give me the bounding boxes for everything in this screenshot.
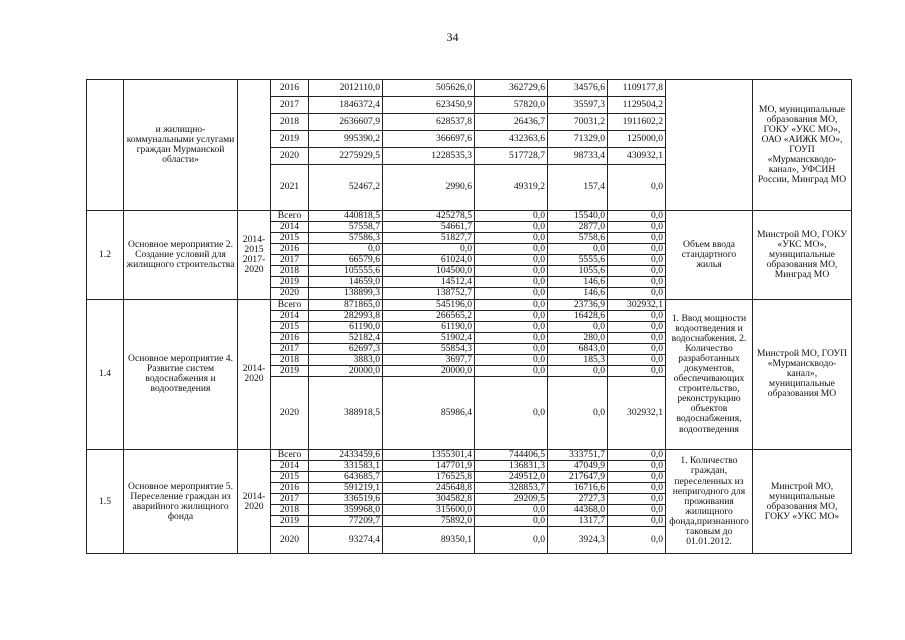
federal-cell: 0,0 (475, 332, 548, 343)
budget-cell: 51902,4 (383, 332, 475, 343)
federal-cell: 0,0 (475, 277, 548, 288)
section-code: 1.2 (87, 211, 124, 300)
local-cell: 0,0 (548, 321, 608, 332)
federal-cell: 0,0 (475, 222, 548, 233)
other-cell: 1109177,8 (608, 80, 666, 97)
other-cell: 0,0 (608, 461, 666, 472)
total-cell: 440818,5 (309, 211, 383, 222)
table-row (87, 299, 852, 310)
year-cell: 2019 (271, 516, 309, 527)
budget-cell: 85986,4 (383, 376, 475, 449)
budget-cell: 20000,0 (383, 365, 475, 376)
federal-cell: 29209,5 (475, 494, 548, 505)
year-cell: 2015 (271, 321, 309, 332)
budget-cell: 1355301,4 (383, 449, 475, 460)
budget-cell: 366697,6 (383, 131, 475, 148)
local-cell: 3924,3 (548, 527, 608, 554)
other-cell: 0,0 (608, 310, 666, 321)
section-code: 1.5 (87, 449, 124, 553)
local-cell: 23736,9 (548, 299, 608, 310)
other-cell: 302932,1 (608, 376, 666, 449)
local-cell: 0,0 (548, 244, 608, 255)
local-cell: 333751,7 (548, 449, 608, 460)
total-cell: 77209,7 (309, 516, 383, 527)
section-name: и жилищно-коммунальными услугами граждан Мурманской области» (124, 80, 238, 211)
federal-cell: 0,0 (475, 233, 548, 244)
other-cell: 0,0 (608, 354, 666, 365)
total-cell: 336519,6 (309, 494, 383, 505)
federal-cell: 0,0 (475, 310, 548, 321)
local-cell: 44368,0 (548, 505, 608, 516)
local-cell: 146,6 (548, 277, 608, 288)
section-indicator: 1. Ввод мощности водоотведения и водоснабжения. 2. Количество разработанных документов, обеспечивающих строительство, реконструкцию объектов водоснабжения, водоотведения (666, 299, 753, 449)
federal-cell: 0,0 (475, 505, 548, 516)
year-cell: 2018 (271, 266, 309, 277)
federal-cell: 0,0 (475, 255, 548, 266)
year-cell: 2019 (271, 131, 309, 148)
section-indicator: Объем ввода стандартного жилья (666, 211, 753, 300)
other-cell: 0,0 (608, 365, 666, 376)
budget-cell: 425278,5 (383, 211, 475, 222)
federal-cell: 517728,7 (475, 148, 548, 165)
total-cell: 66579,6 (309, 255, 383, 266)
local-cell: 1317,7 (548, 516, 608, 527)
total-cell: 57586,3 (309, 233, 383, 244)
budget-cell: 55854,3 (383, 343, 475, 354)
federal-cell: 0,0 (475, 354, 548, 365)
other-cell: 430932,1 (608, 148, 666, 165)
federal-cell: 0,0 (475, 365, 548, 376)
total-cell: 138899,3 (309, 288, 383, 299)
federal-cell: 0,0 (475, 211, 548, 222)
budget-cell: 104500,0 (383, 266, 475, 277)
federal-cell: 26436,7 (475, 114, 548, 131)
year-cell: 2018 (271, 114, 309, 131)
local-cell: 1055,6 (548, 266, 608, 277)
local-cell: 98733,4 (548, 148, 608, 165)
year-cell: 2014 (271, 461, 309, 472)
section-executor: Минстрой МО, муниципальные образования МО, ГОКУ «УКС МО» (753, 449, 852, 553)
year-cell: 2016 (271, 80, 309, 97)
federal-cell: 136831,3 (475, 461, 548, 472)
table-row (87, 449, 852, 460)
section-period (238, 80, 271, 211)
total-cell: 2275929,5 (309, 148, 383, 165)
year-cell: 2020 (271, 288, 309, 299)
year-cell: 2019 (271, 277, 309, 288)
federal-cell: 328853,7 (475, 483, 548, 494)
other-cell: 302932,1 (608, 299, 666, 310)
federal-cell: 0,0 (475, 527, 548, 554)
section-period: 2014-2020 (238, 449, 271, 553)
total-cell: 643685,7 (309, 472, 383, 483)
budget-cell: 61190,0 (383, 321, 475, 332)
year-cell: 2017 (271, 97, 309, 114)
page-number: 34 (446, 30, 459, 44)
federal-cell: 0,0 (475, 288, 548, 299)
local-cell: 16716,6 (548, 483, 608, 494)
budget-cell: 545196,0 (383, 299, 475, 310)
local-cell: 15540,0 (548, 211, 608, 222)
total-cell: 14659,0 (309, 277, 383, 288)
total-cell: 52467,2 (309, 165, 383, 211)
total-cell: 1846372,4 (309, 97, 383, 114)
federal-cell: 57820,0 (475, 97, 548, 114)
federal-cell: 0,0 (475, 516, 548, 527)
other-cell: 0,0 (608, 222, 666, 233)
section-name: Основное мероприятие 4. Развитие систем водоснабжения и водоотведения (124, 299, 238, 449)
other-cell: 0,0 (608, 343, 666, 354)
other-cell: 0,0 (608, 244, 666, 255)
local-cell: 5555,6 (548, 255, 608, 266)
year-cell: 2014 (271, 310, 309, 321)
other-cell: 0,0 (608, 165, 666, 211)
total-cell: 2636607,9 (309, 114, 383, 131)
section-period: 2014-2015 2017-2020 (238, 211, 271, 300)
local-cell: 280,0 (548, 332, 608, 343)
total-cell: 52182,4 (309, 332, 383, 343)
local-cell: 6843,0 (548, 343, 608, 354)
table-row (87, 80, 852, 97)
total-cell: 2012110,0 (309, 80, 383, 97)
budget-cell: 75892,0 (383, 516, 475, 527)
local-cell: 0,0 (548, 365, 608, 376)
section-executor: Минстрой МО, ГОКУ «УКС МО», муниципальные образования МО, Минград МО (753, 211, 852, 300)
federal-cell: 432363,6 (475, 131, 548, 148)
local-cell: 185,3 (548, 354, 608, 365)
other-cell: 0,0 (608, 527, 666, 554)
budget-cell: 147701,9 (383, 461, 475, 472)
local-cell: 34576,6 (548, 80, 608, 97)
federal-cell: 0,0 (475, 321, 548, 332)
total-cell: 0,0 (309, 244, 383, 255)
year-cell: 2015 (271, 472, 309, 483)
year-cell: 2014 (271, 222, 309, 233)
year-cell: 2016 (271, 332, 309, 343)
federal-cell: 49319,2 (475, 165, 548, 211)
year-cell: 2016 (271, 244, 309, 255)
local-cell: 0,0 (548, 376, 608, 449)
local-cell: 47049,9 (548, 461, 608, 472)
year-cell: 2020 (271, 527, 309, 554)
other-cell: 0,0 (608, 277, 666, 288)
other-cell: 0,0 (608, 288, 666, 299)
budget-cell: 304582,8 (383, 494, 475, 505)
year-cell: Всего (271, 299, 309, 310)
total-cell: 359968,0 (309, 505, 383, 516)
year-cell: 2020 (271, 376, 309, 449)
budget-cell: 623450,9 (383, 97, 475, 114)
federal-cell: 0,0 (475, 244, 548, 255)
year-cell: 2021 (271, 165, 309, 211)
other-cell: 0,0 (608, 472, 666, 483)
local-cell: 5758,6 (548, 233, 608, 244)
federal-cell: 249512,0 (475, 472, 548, 483)
other-cell: 1129504,2 (608, 97, 666, 114)
federal-cell: 362729,6 (475, 80, 548, 97)
other-cell: 0,0 (608, 505, 666, 516)
other-cell: 0,0 (608, 211, 666, 222)
year-cell: 2016 (271, 483, 309, 494)
local-cell: 16428,6 (548, 310, 608, 321)
program-table (86, 79, 852, 554)
budget-cell: 505626,0 (383, 80, 475, 97)
other-cell: 125000,0 (608, 131, 666, 148)
budget-cell: 2990,6 (383, 165, 475, 211)
year-cell: 2017 (271, 255, 309, 266)
section-executor: Минстрой МО, ГОУП «Мурманскводо-канал», муниципальные образования МО (753, 299, 852, 449)
budget-cell: 138752,7 (383, 288, 475, 299)
local-cell: 2877,0 (548, 222, 608, 233)
total-cell: 388918,5 (309, 376, 383, 449)
local-cell: 70031,2 (548, 114, 608, 131)
total-cell: 93274,4 (309, 527, 383, 554)
section-period: 2014-2020 (238, 299, 271, 449)
federal-cell: 0,0 (475, 376, 548, 449)
federal-cell: 0,0 (475, 266, 548, 277)
local-cell: 157,4 (548, 165, 608, 211)
other-cell: 0,0 (608, 266, 666, 277)
budget-cell: 51827,7 (383, 233, 475, 244)
other-cell: 0,0 (608, 483, 666, 494)
year-cell: 2020 (271, 148, 309, 165)
year-cell: 2019 (271, 365, 309, 376)
budget-cell: 54661,7 (383, 222, 475, 233)
year-cell: 2017 (271, 343, 309, 354)
section-code (87, 80, 124, 211)
budget-cell: 176525,8 (383, 472, 475, 483)
total-cell: 995390,2 (309, 131, 383, 148)
total-cell: 3883,0 (309, 354, 383, 365)
year-cell: 2018 (271, 505, 309, 516)
other-cell: 0,0 (608, 233, 666, 244)
other-cell: 0,0 (608, 255, 666, 266)
budget-cell: 266565,2 (383, 310, 475, 321)
local-cell: 2727,3 (548, 494, 608, 505)
budget-cell: 0,0 (383, 244, 475, 255)
budget-cell: 628537,8 (383, 114, 475, 131)
total-cell: 591219,1 (309, 483, 383, 494)
total-cell: 871865,0 (309, 299, 383, 310)
budget-cell: 245648,8 (383, 483, 475, 494)
year-cell: 2017 (271, 494, 309, 505)
budget-cell: 1228535,3 (383, 148, 475, 165)
section-indicator (666, 80, 753, 211)
budget-cell: 14512,4 (383, 277, 475, 288)
total-cell: 331583,1 (309, 461, 383, 472)
federal-cell: 0,0 (475, 299, 548, 310)
section-name: Основное мероприятие 2. Создание условий для жилищного строительства (124, 211, 238, 300)
section-code: 1.4 (87, 299, 124, 449)
total-cell: 105555,6 (309, 266, 383, 277)
table-row (87, 211, 852, 222)
other-cell: 0,0 (608, 494, 666, 505)
year-cell: 2015 (271, 233, 309, 244)
year-cell: Всего (271, 449, 309, 460)
section-indicator: 1. Количество граждан, переселенных из непригодного для проживания жилищного фонда,признанного таковым до 01.01.2012. (666, 449, 753, 553)
total-cell: 282993,8 (309, 310, 383, 321)
budget-cell: 61024,0 (383, 255, 475, 266)
federal-cell: 0,0 (475, 343, 548, 354)
other-cell: 0,0 (608, 449, 666, 460)
other-cell: 0,0 (608, 332, 666, 343)
budget-cell: 89350,1 (383, 527, 475, 554)
budget-cell: 3697,7 (383, 354, 475, 365)
local-cell: 35597,3 (548, 97, 608, 114)
section-executor: МО, муниципальные образования МО, ГОКУ «УКС МО», ОАО «АИЖК МО», ГОУП «Мурманскводо-канал», УФСИН России, Минград МО (753, 80, 852, 211)
other-cell: 0,0 (608, 516, 666, 527)
total-cell: 20000,0 (309, 365, 383, 376)
other-cell: 1911602,2 (608, 114, 666, 131)
budget-cell: 315600,0 (383, 505, 475, 516)
local-cell: 217647,9 (548, 472, 608, 483)
section-name: Основное мероприятие 5. Переселение граждан из аварийного жилищного фонда (124, 449, 238, 553)
local-cell: 71329,0 (548, 131, 608, 148)
year-cell: Всего (271, 211, 309, 222)
other-cell: 0,0 (608, 321, 666, 332)
total-cell: 62697,3 (309, 343, 383, 354)
total-cell: 57558,7 (309, 222, 383, 233)
federal-cell: 744406,5 (475, 449, 548, 460)
total-cell: 61190,0 (309, 321, 383, 332)
year-cell: 2018 (271, 354, 309, 365)
total-cell: 2433459,6 (309, 449, 383, 460)
local-cell: 146,6 (548, 288, 608, 299)
